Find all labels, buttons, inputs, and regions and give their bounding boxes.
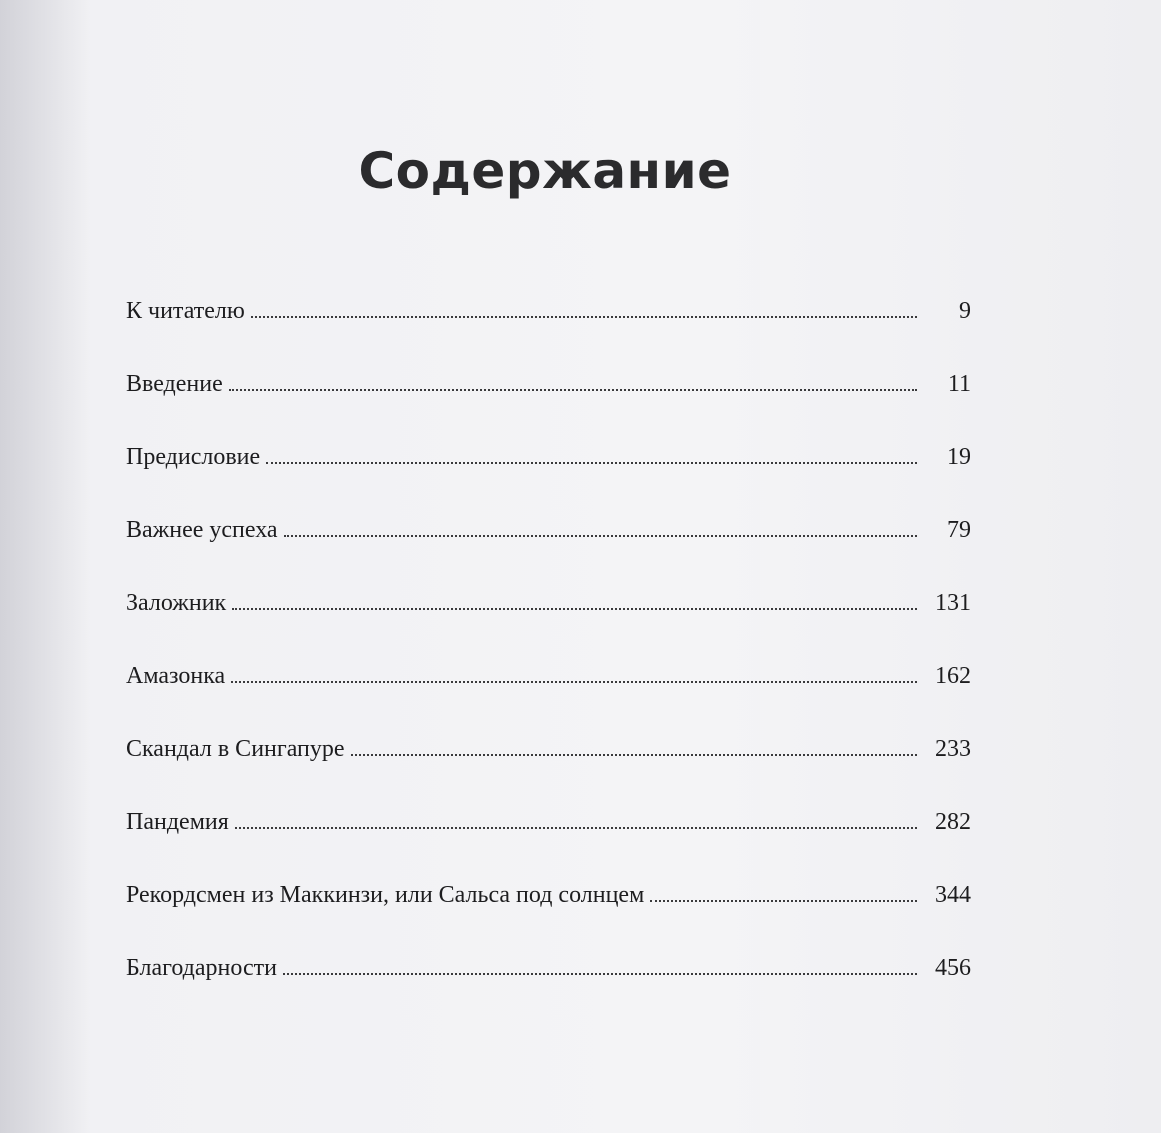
toc-entry — [126, 736, 971, 809]
toc-leader-dots — [229, 388, 917, 391]
toc-entry-label: Скандал в Сингапуре — [126, 736, 345, 762]
toc-entry-page: 233 — [935, 736, 971, 762]
toc-leader-dots — [283, 972, 917, 975]
toc-entry-label: Амазонка — [126, 663, 226, 689]
toc-entry-label: Введение — [126, 371, 223, 397]
toc-entry-page: 456 — [935, 955, 971, 981]
toc-entry-page: 162 — [935, 663, 971, 689]
toc-entry — [126, 955, 971, 1028]
toc-leader-dots — [284, 534, 917, 537]
toc-entry-label: Заложник — [126, 590, 227, 616]
toc-entry — [126, 371, 971, 444]
toc-entry-label: Рекордсмен из Маккинзи, или Сальса под солнцем — [126, 882, 645, 908]
toc-entry-page: 79 — [947, 517, 971, 543]
toc-entry — [126, 444, 971, 517]
toc-leader-dots — [231, 680, 917, 683]
page-title: Содержание — [358, 141, 732, 200]
toc-entry-page: 19 — [947, 444, 971, 470]
toc-entry-label: Благодарности — [126, 955, 277, 981]
toc-entry-label: Важнее успеха — [126, 517, 278, 543]
toc-leader-dots — [351, 753, 917, 756]
toc-leader-dots — [232, 607, 917, 610]
toc-entry — [126, 298, 971, 371]
toc-entry — [126, 663, 971, 736]
table-of-contents — [126, 298, 971, 1028]
toc-entry-page: 344 — [935, 882, 971, 908]
toc-entry — [126, 590, 971, 663]
toc-entry-page: 9 — [959, 298, 971, 324]
toc-entry-label: Предисловие — [126, 444, 261, 470]
toc-entry-label: Пандемия — [126, 809, 229, 835]
toc-leader-dots — [235, 826, 917, 829]
toc-entry — [126, 809, 971, 882]
toc-entry-page: 282 — [935, 809, 971, 835]
toc-entry-page: 131 — [935, 590, 971, 616]
toc-leader-dots — [266, 461, 917, 464]
toc-entry — [126, 882, 971, 955]
toc-leader-dots — [650, 899, 917, 902]
toc-leader-dots — [251, 315, 917, 318]
toc-entry-label: К читателю — [126, 298, 245, 324]
toc-entry-page: 11 — [947, 371, 971, 397]
toc-entry — [126, 517, 971, 590]
